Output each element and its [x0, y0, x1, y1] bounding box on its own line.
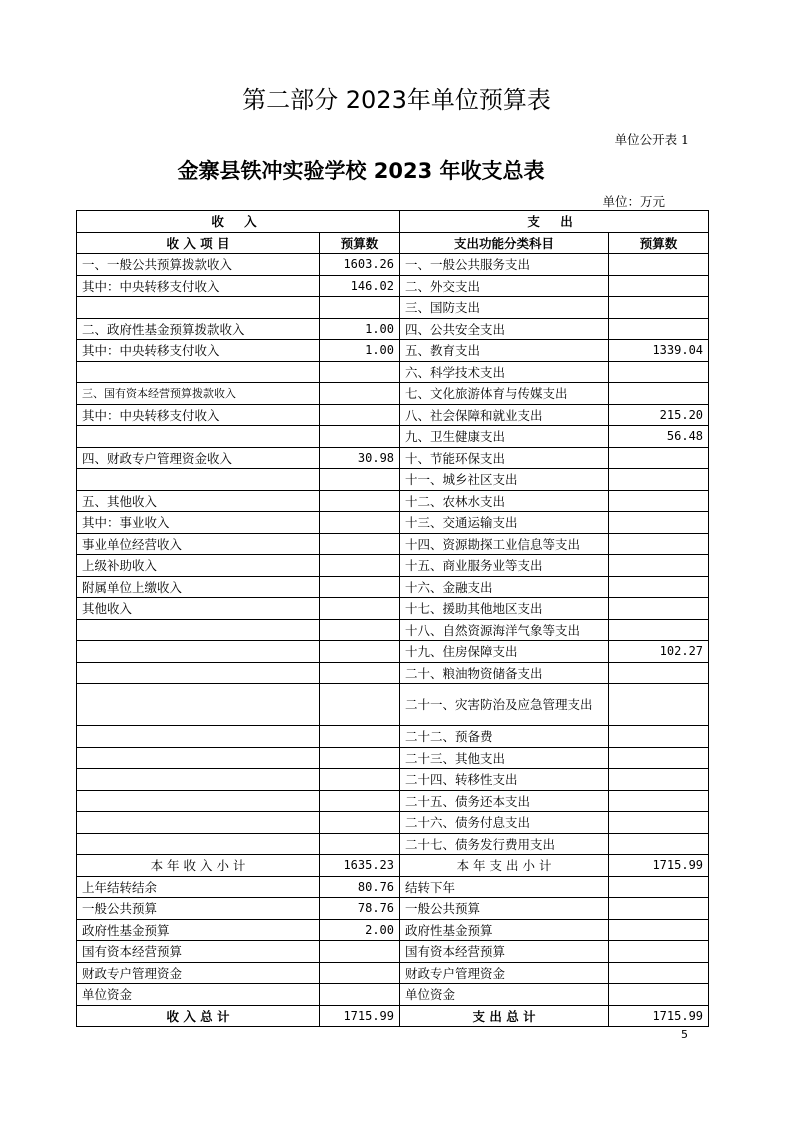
- table-subheader-row: [77, 232, 709, 254]
- table-row: [77, 684, 709, 726]
- income-label: [77, 662, 320, 684]
- total-row: [77, 1005, 709, 1027]
- page-title: 金寨县铁冲实验学校 2023 年收支总表: [177, 159, 545, 183]
- expense-value: [609, 490, 709, 512]
- income-value: [320, 812, 400, 834]
- expense-value: 215.20: [609, 404, 709, 426]
- expense-label: 十四、资源勘探工业信息等支出: [400, 533, 609, 555]
- expense-value: [609, 275, 709, 297]
- income-label: [77, 619, 320, 641]
- expense-carry-label: 财政专户管理资金: [400, 962, 609, 984]
- income-label: 事业单位经营收入: [77, 533, 320, 555]
- income-subtotal-label: 本 年 收 入 小 计: [77, 855, 320, 877]
- expense-label: 十二、农林水支出: [400, 490, 609, 512]
- expense-value: [609, 555, 709, 577]
- income-value: [320, 684, 400, 726]
- income-label: [77, 726, 320, 748]
- expense-label: 二十二、预备费: [400, 726, 609, 748]
- income-label: [77, 297, 320, 319]
- income-value: 1603.26: [320, 254, 400, 276]
- expense-label: 二十六、债务付息支出: [400, 812, 609, 834]
- expense-header: 支 出: [400, 211, 709, 233]
- expense-subtotal-value: 1715.99: [609, 855, 709, 877]
- expense-subtotal-label: 本 年 支 出 小 计: [400, 855, 609, 877]
- income-carry-label: 财政专户管理资金: [77, 962, 320, 984]
- expense-value: [609, 747, 709, 769]
- table-row: [77, 426, 709, 448]
- expense-value: [609, 684, 709, 726]
- table-row: [77, 790, 709, 812]
- table-row: [77, 361, 709, 383]
- income-value: [320, 641, 400, 663]
- carry-row: [77, 984, 709, 1006]
- expense-carry-label: 单位资金: [400, 984, 609, 1006]
- expense-value: [609, 833, 709, 855]
- expense-label: 三、国防支出: [400, 297, 609, 319]
- income-label: 其中：中央转移支付收入: [77, 404, 320, 426]
- expense-value: [609, 297, 709, 319]
- income-label: [77, 641, 320, 663]
- expense-label: 五、教育支出: [400, 340, 609, 362]
- expense-label: 二十、粮油物资储备支出: [400, 662, 609, 684]
- table-row: [77, 469, 709, 491]
- expense-carry-value: [609, 941, 709, 963]
- income-carry-value: 80.76: [320, 876, 400, 898]
- expense-label: 六、科学技术支出: [400, 361, 609, 383]
- table-row: [77, 555, 709, 577]
- income-label: 附属单位上缴收入: [77, 576, 320, 598]
- table-row: [77, 447, 709, 469]
- income-carry-value: 78.76: [320, 898, 400, 920]
- expense-label: 二十三、其他支出: [400, 747, 609, 769]
- expense-value: [609, 533, 709, 555]
- income-label: 五、其他收入: [77, 490, 320, 512]
- income-value: [320, 361, 400, 383]
- table-row: [77, 576, 709, 598]
- expense-value: [609, 619, 709, 641]
- income-total-label: 收 入 总 计: [77, 1005, 320, 1027]
- part-title: 第二部分 2023年单位预算表: [242, 86, 551, 114]
- expense-carry-value: [609, 898, 709, 920]
- income-label: [77, 812, 320, 834]
- income-carry-value: [320, 941, 400, 963]
- table-row: [77, 769, 709, 791]
- expense-value: [609, 726, 709, 748]
- expense-carry-label: 结转下年: [400, 876, 609, 898]
- income-value: [320, 297, 400, 319]
- income-label: 其中：中央转移支付收入: [77, 275, 320, 297]
- income-value: [320, 747, 400, 769]
- income-label: [77, 361, 320, 383]
- carry-row: [77, 962, 709, 984]
- expense-carry-value: [609, 876, 709, 898]
- expense-value: [609, 512, 709, 534]
- income-carry-label: 政府性基金预算: [77, 919, 320, 941]
- income-carry-label: 上年结转结余: [77, 876, 320, 898]
- income-label: [77, 769, 320, 791]
- income-label: 一、一般公共预算拨款收入: [77, 254, 320, 276]
- income-value: [320, 769, 400, 791]
- expense-value: [609, 769, 709, 791]
- income-value: [320, 555, 400, 577]
- income-carry-value: [320, 984, 400, 1006]
- expense-value: 1339.04: [609, 340, 709, 362]
- expense-value: [609, 254, 709, 276]
- income-label: [77, 833, 320, 855]
- income-carry-value: 2.00: [320, 919, 400, 941]
- budget-summary-table: [76, 210, 709, 1027]
- income-label: 其他收入: [77, 598, 320, 620]
- income-value: [320, 404, 400, 426]
- income-value: [320, 533, 400, 555]
- expense-value: [609, 812, 709, 834]
- subtotal-row: [77, 855, 709, 877]
- table-row: [77, 490, 709, 512]
- income-carry-label: 一般公共预算: [77, 898, 320, 920]
- table-row: [77, 340, 709, 362]
- income-label: 其中：中央转移支付收入: [77, 340, 320, 362]
- expense-value: [609, 318, 709, 340]
- table-row: [77, 662, 709, 684]
- income-total-value: 1715.99: [320, 1005, 400, 1027]
- table-row: [77, 404, 709, 426]
- table-row: [77, 254, 709, 276]
- expense-label: 二十一、灾害防治及应急管理支出: [400, 684, 609, 726]
- table-row: [77, 318, 709, 340]
- page-number: 5: [681, 1028, 688, 1041]
- expense-label: 十、节能环保支出: [400, 447, 609, 469]
- income-value: [320, 383, 400, 405]
- income-value: [320, 426, 400, 448]
- expense-carry-label: 国有资本经营预算: [400, 941, 609, 963]
- income-value: [320, 598, 400, 620]
- expense-value: 102.27: [609, 641, 709, 663]
- expense-label: 十八、自然资源海洋气象等支出: [400, 619, 609, 641]
- income-item-header: 收 入 项 目: [77, 232, 320, 254]
- expense-label: 二十七、债务发行费用支出: [400, 833, 609, 855]
- expense-label: 七、文化旅游体育与传媒支出: [400, 383, 609, 405]
- expense-label: 十六、金融支出: [400, 576, 609, 598]
- expense-carry-value: [609, 962, 709, 984]
- income-value: 146.02: [320, 275, 400, 297]
- income-label: 其中：事业收入: [77, 512, 320, 534]
- expense-label: 十五、商业服务业等支出: [400, 555, 609, 577]
- income-value: [320, 490, 400, 512]
- table-row: [77, 833, 709, 855]
- income-value: [320, 469, 400, 491]
- expense-value: [609, 447, 709, 469]
- table-id: 单位公开表 1: [614, 132, 689, 147]
- budget-amount-header: 预算数: [320, 232, 400, 254]
- table-row: [77, 812, 709, 834]
- table-row: [77, 641, 709, 663]
- expense-total-label: 支 出 总 计: [400, 1005, 609, 1027]
- income-label: 三、国有资本经营预算拨款收入: [77, 383, 320, 405]
- income-label: [77, 469, 320, 491]
- expense-label: 一、一般公共服务支出: [400, 254, 609, 276]
- income-value: [320, 790, 400, 812]
- income-label: [77, 747, 320, 769]
- income-value: 1.00: [320, 318, 400, 340]
- expense-item-header: 支出功能分类科目: [400, 232, 609, 254]
- expense-value: [609, 598, 709, 620]
- table-row: [77, 533, 709, 555]
- income-label: 上级补助收入: [77, 555, 320, 577]
- unit-label: 单位：万元: [602, 194, 665, 209]
- table-row: [77, 747, 709, 769]
- income-value: [320, 662, 400, 684]
- carry-row: [77, 876, 709, 898]
- income-value: [320, 512, 400, 534]
- expense-value: 56.48: [609, 426, 709, 448]
- income-label: [77, 790, 320, 812]
- expense-total-value: 1715.99: [609, 1005, 709, 1027]
- carry-row: [77, 919, 709, 941]
- income-value: [320, 833, 400, 855]
- expense-value: [609, 383, 709, 405]
- expense-label: 九、卫生健康支出: [400, 426, 609, 448]
- expense-label: 二十五、债务还本支出: [400, 790, 609, 812]
- income-value: 30.98: [320, 447, 400, 469]
- income-subtotal-value: 1635.23: [320, 855, 400, 877]
- carry-row: [77, 941, 709, 963]
- table-row: [77, 598, 709, 620]
- expense-value: [609, 576, 709, 598]
- income-label: [77, 684, 320, 726]
- income-header: 收 入: [77, 211, 400, 233]
- expense-label: 十七、援助其他地区支出: [400, 598, 609, 620]
- income-carry-label: 单位资金: [77, 984, 320, 1006]
- expense-value: [609, 469, 709, 491]
- table-row: [77, 275, 709, 297]
- carry-row: [77, 898, 709, 920]
- income-value: [320, 576, 400, 598]
- income-carry-value: [320, 962, 400, 984]
- expense-carry-label: 一般公共预算: [400, 898, 609, 920]
- expense-label: 八、社会保障和就业支出: [400, 404, 609, 426]
- table-header-row: [77, 211, 709, 233]
- table-row: [77, 297, 709, 319]
- expense-value: [609, 662, 709, 684]
- expense-carry-value: [609, 984, 709, 1006]
- income-value: [320, 619, 400, 641]
- income-value: 1.00: [320, 340, 400, 362]
- expense-value: [609, 790, 709, 812]
- table-row: [77, 619, 709, 641]
- table-row: [77, 383, 709, 405]
- income-value: [320, 726, 400, 748]
- income-label: [77, 426, 320, 448]
- expense-carry-value: [609, 919, 709, 941]
- income-label: 四、财政专户管理资金收入: [77, 447, 320, 469]
- expense-label: 十三、交通运输支出: [400, 512, 609, 534]
- expense-label: 四、公共安全支出: [400, 318, 609, 340]
- expense-label: 二、外交支出: [400, 275, 609, 297]
- income-label: 二、政府性基金预算拨款收入: [77, 318, 320, 340]
- expense-label: 十九、住房保障支出: [400, 641, 609, 663]
- income-carry-label: 国有资本经营预算: [77, 941, 320, 963]
- budget-amount-header: 预算数: [609, 232, 709, 254]
- expense-carry-label: 政府性基金预算: [400, 919, 609, 941]
- expense-label: 二十四、转移性支出: [400, 769, 609, 791]
- table-row: [77, 726, 709, 748]
- expense-label: 十一、城乡社区支出: [400, 469, 609, 491]
- table-row: [77, 512, 709, 534]
- expense-value: [609, 361, 709, 383]
